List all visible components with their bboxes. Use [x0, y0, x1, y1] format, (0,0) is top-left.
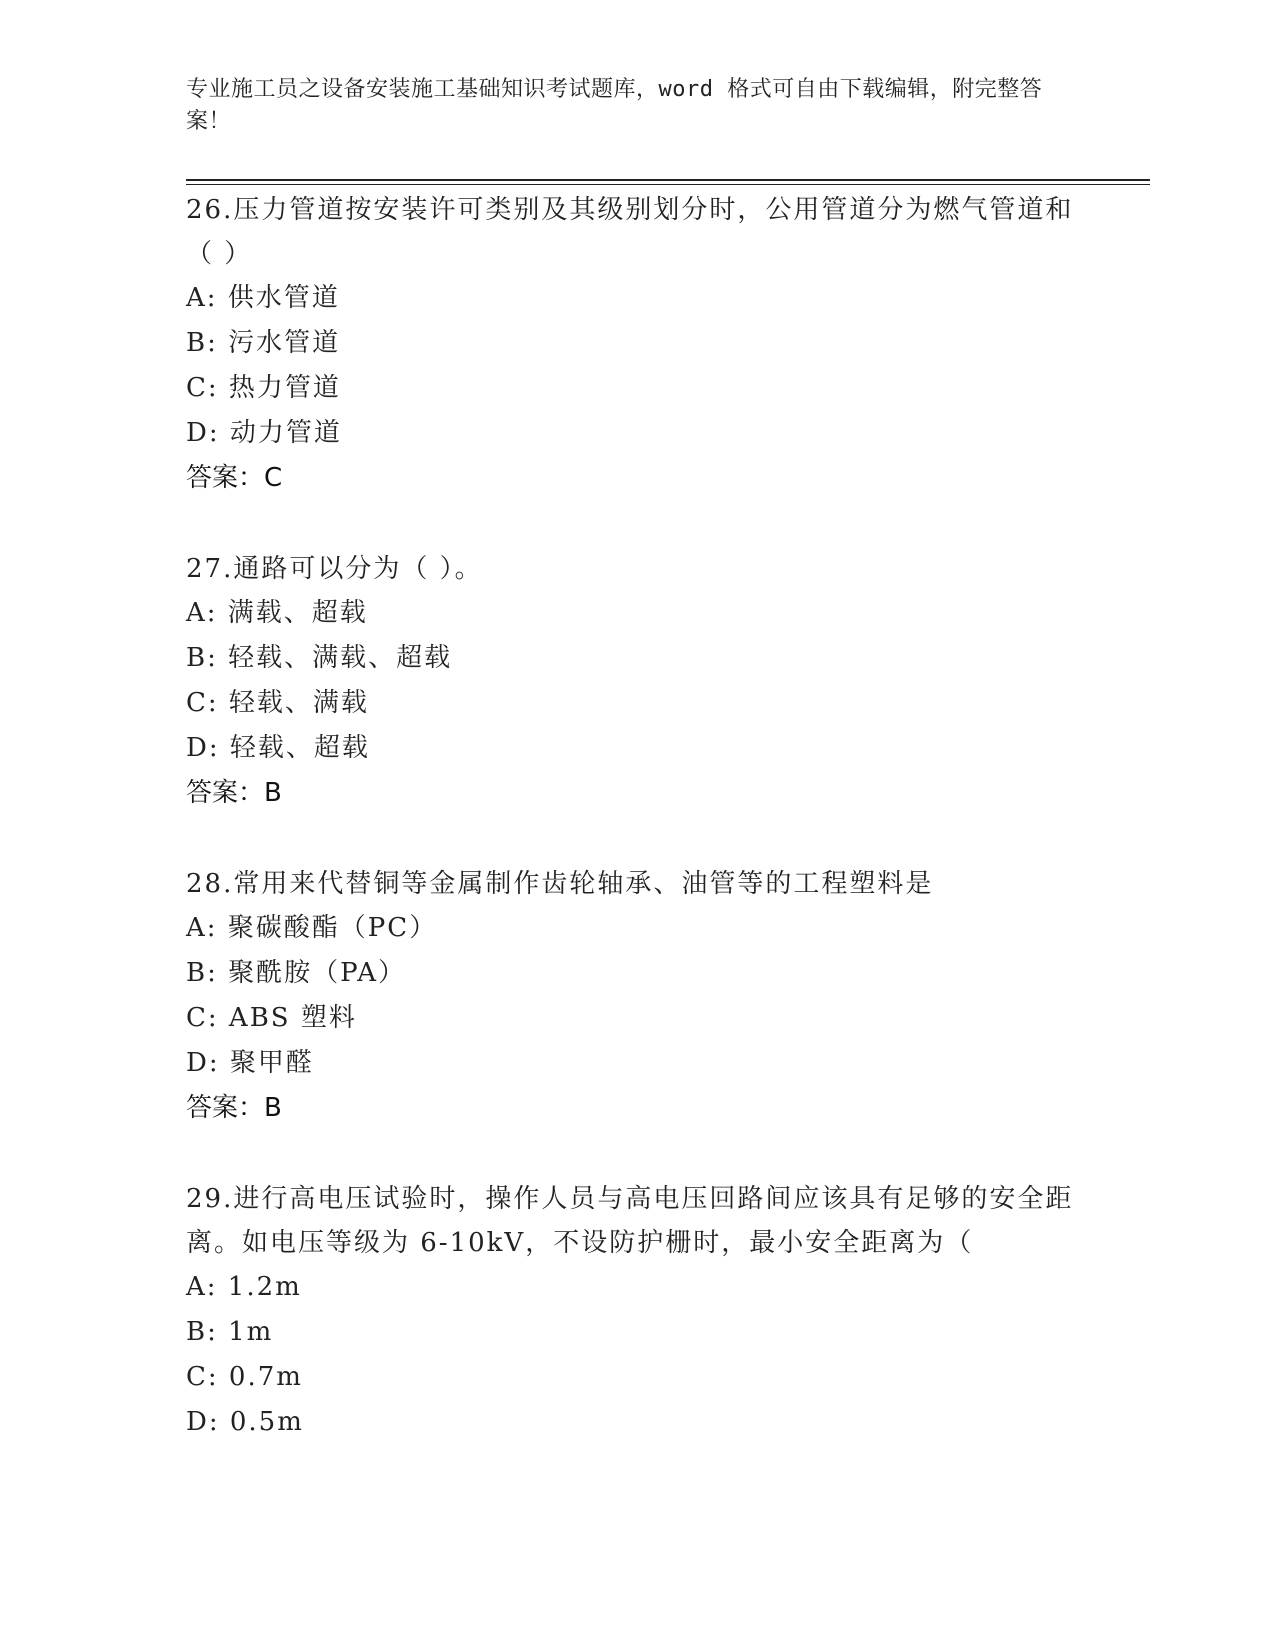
- question-29: [186, 1177, 1086, 1445]
- option-c: C: ABS 塑料: [186, 1003, 357, 1033]
- question-28: [186, 862, 1086, 1131]
- document-header: 专业施工员之设备安装施工基础知识考试题库，word 格式可自由下载编辑，附完整答案！: [186, 77, 1043, 134]
- option-a: A: 满载、超载: [186, 598, 368, 628]
- answer-line: 答案：B: [186, 778, 282, 808]
- question-stem: 29.进行高电压试验时，操作人员与高电压回路间应该具有足够的安全距离。如电压等级为 6-10kV，不设防护栅时，最小安全距离为（: [186, 1184, 1074, 1258]
- option-d: D: 轻载、超载: [186, 733, 370, 763]
- option-a: A: 1.2m: [186, 1272, 302, 1302]
- option-c: C: 0.7m: [186, 1362, 303, 1392]
- option-c: C: 热力管道: [186, 373, 341, 403]
- option-b: B: 1m: [186, 1317, 274, 1347]
- option-d: D: 0.5m: [186, 1407, 304, 1437]
- option-a: A: 聚碳酸酯（PC）: [186, 913, 438, 943]
- question-stem: 28.常用来代替铜等金属制作齿轮轴承、油管等的工程塑料是: [186, 869, 934, 899]
- answer-line: 答案：B: [186, 1093, 282, 1123]
- option-b: B: 污水管道: [186, 328, 341, 358]
- question-27: [186, 547, 1086, 816]
- option-b: B: 聚酰胺（PA）: [186, 958, 407, 988]
- answer-line: 答案：C: [186, 463, 283, 493]
- question-list: [186, 188, 1086, 1445]
- question-stem: 26.压力管道按安装许可类别及其级别划分时，公用管道分为燃气管道和（ ）: [186, 195, 1074, 269]
- question-26: [186, 188, 1086, 501]
- option-a: A: 供水管道: [186, 283, 340, 313]
- header-divider-thick: [186, 179, 1150, 181]
- header-divider-thin: [186, 184, 1150, 185]
- question-stem: 27.通路可以分为（ ）。: [186, 554, 483, 584]
- option-b: B: 轻载、满载、超载: [186, 643, 453, 673]
- option-d: D: 动力管道: [186, 418, 342, 448]
- option-d: D: 聚甲醛: [186, 1048, 314, 1078]
- option-c: C: 轻载、满载: [186, 688, 369, 718]
